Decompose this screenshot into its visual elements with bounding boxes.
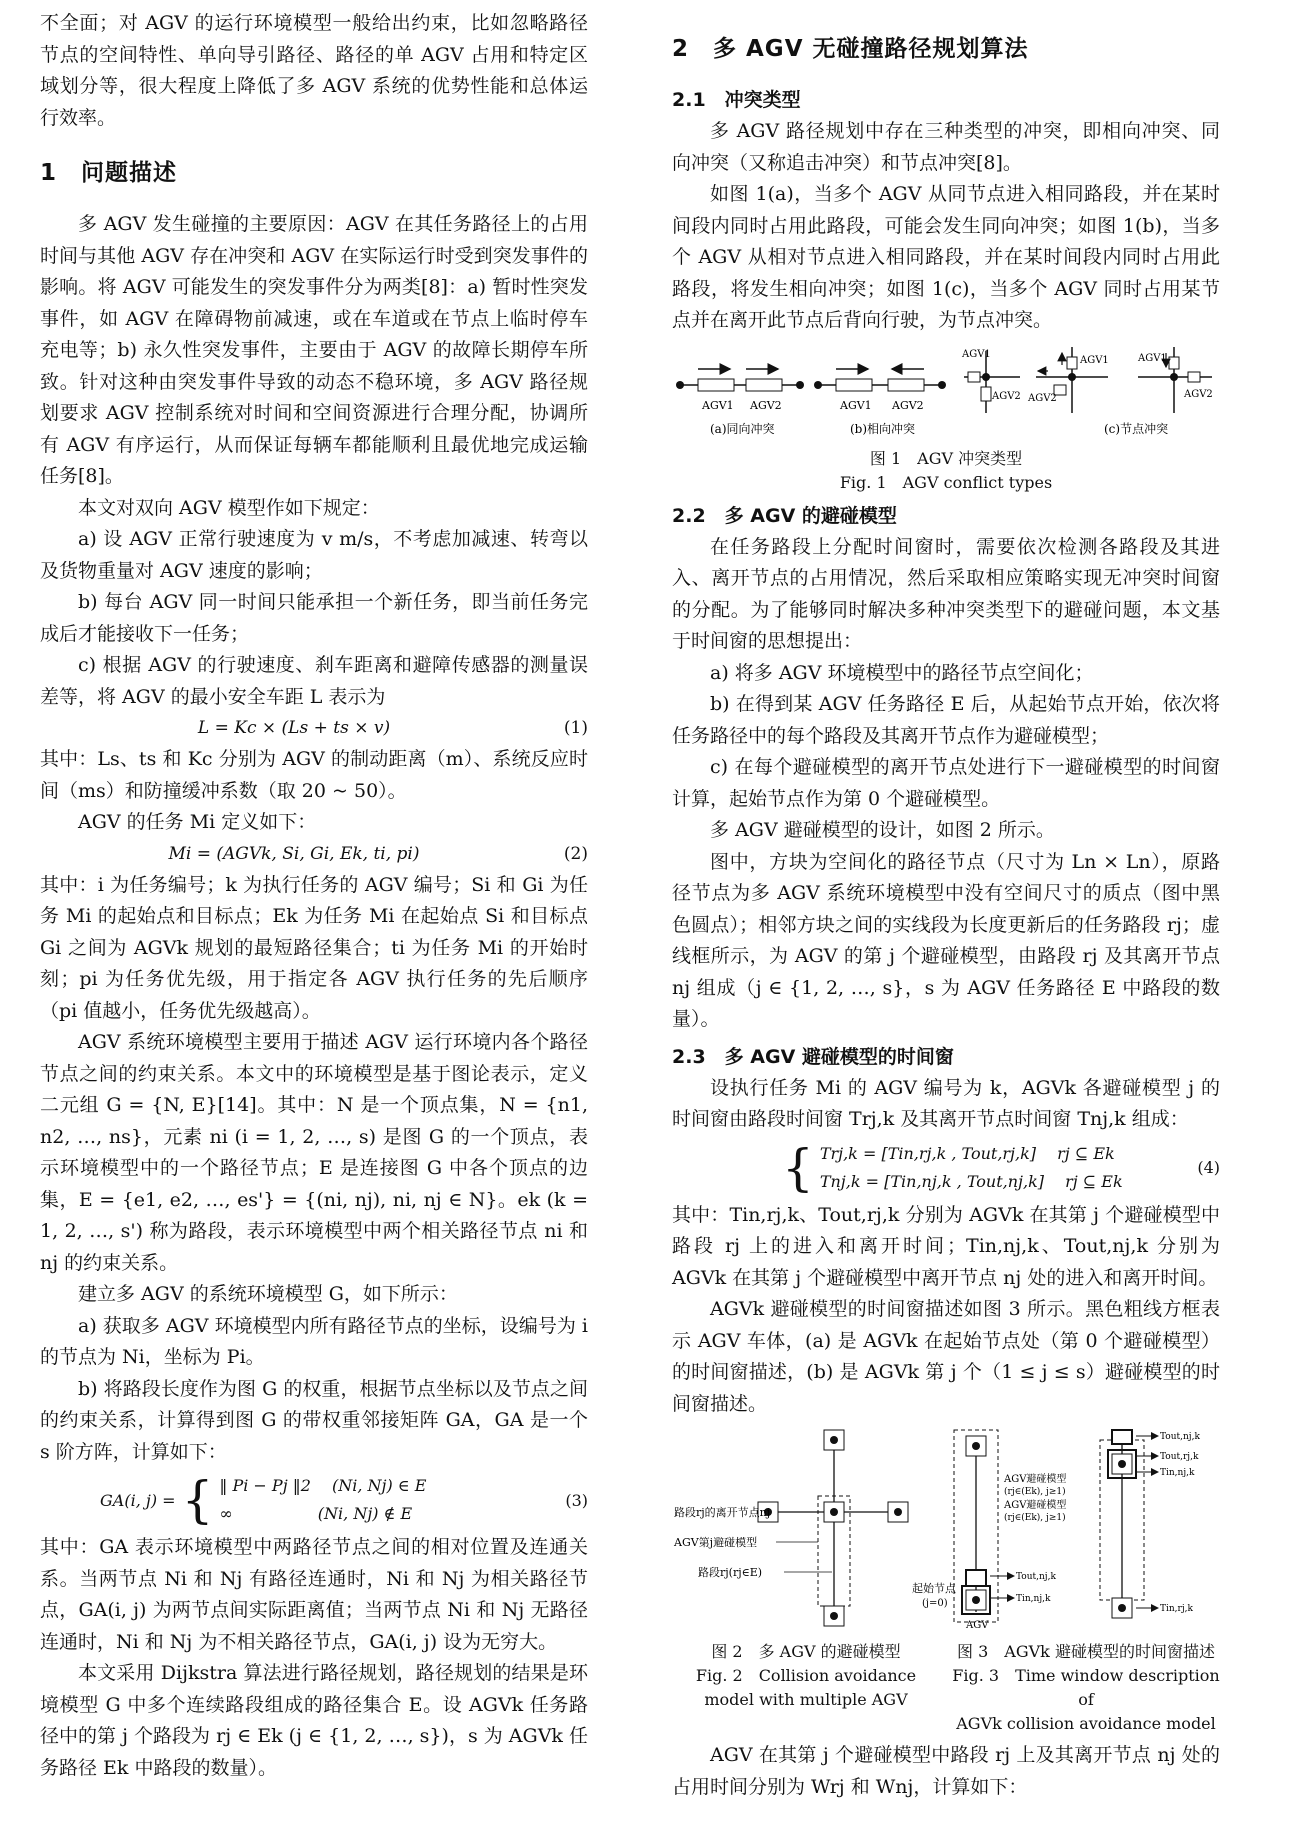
figure-caption: 图 2 多 AGV 的避碰模型 — [711, 1642, 901, 1661]
figure-caption: 图 3 AGVk 避碰模型的时间窗描述 — [957, 1642, 1215, 1661]
diagram-label: AGV — [966, 1620, 989, 1631]
paragraph: b) 每台 AGV 同一时间只能承担一个新任务，即当前任务完成后才能接收下一任务； — [40, 591, 588, 645]
paragraph: a) 获取多 AGV 环境模型内所有路径节点的坐标，设编号为 i 的节点为 Ni，坐标为 Pi。 — [40, 1314, 588, 1368]
equation-row: Trj,k = [Tin,rj,k , Tout,rj,k] rj ⊆ Ek — [819, 1143, 1115, 1163]
diagram-label: Tout,nj,k — [1160, 1432, 1200, 1442]
paragraph: 如图 1(a)，当多个 AGV 从同节点进入相同路段，并在某时间段内同时占用此路段，可能会发生同向冲突；如图 1(b)，当多个 AGV 从相对节点进入相同路段，并在某时间段内同时占用此路段，将发生相向冲突；如图 1(c)，当多个 AGV 同时占用某节点并在离开此节点后背向行驶，为节点冲突。 — [672, 183, 1220, 331]
subfigure-label: (a)同向冲突 — [710, 421, 775, 436]
paragraph: 多 AGV 路径规划中存在三种类型的冲突，即相向冲突、同向冲突（又称追击冲突）和节点冲突[8]。 — [672, 120, 1220, 174]
paragraph: 本文采用 Dijkstra 算法进行路径规划，路径规划的结果是环境模型 G 中多个连续路段组成的路径集合 E。设 AGVk 任务路径中的第 j 个路段为 rj ∈ Ek (j ∈ {1, 2, …, s})，s 为 AGVk 任务路径 Ek 中路段的数量）。 — [40, 1662, 588, 1779]
collision-model-diagram — [672, 1426, 940, 1636]
subsection-heading: 2.3 多 AGV 避碰模型的时间窗 — [672, 1045, 954, 1068]
agv-conflict-diagram — [672, 343, 1220, 443]
figure-1 — [672, 343, 1220, 495]
diagram-label: Tout,nj,k — [1016, 1572, 1056, 1582]
subfigure-c — [961, 347, 1213, 436]
subfigure-a — [676, 369, 804, 436]
diagram-label: 路段rj(rj∈E) — [698, 1566, 763, 1579]
figure-caption-en: Fig. 2 Collision avoidance — [695, 1666, 917, 1685]
equation-number: (4) — [1197, 1158, 1220, 1177]
paragraph: b) 在得到某 AGV 任务路径 E 后，从起始节点开始，依次将任务路径中的每个路段及其离开节点作为避碰模型； — [672, 693, 1220, 747]
paragraph: 设执行任务 Mi 的 AGV 编号为 k，AGVk 各避碰模型 j 的时间窗由路段时间窗 Trj,k 及其离开节点时间窗 Tnj,k 组成： — [672, 1076, 1220, 1130]
diagram-label: 起始节点 — [912, 1582, 956, 1595]
equation-row: ∞ (Ni, Nj) ∉ E — [219, 1504, 413, 1523]
paragraph: 多 AGV 发生碰撞的主要原因：AGV 在其任务路径上的占用时间与其他 AGV 存在冲突和 AGV 在实际运行时受到突发事件的影响。将 AGV 可能发生的突发事件分为两类[8]：a) 暂时性突发事件，如 AGV 在障碍物前减速，或在车道或在节点上临时停车充电等；b) 永久性突发事件，主要由于 AGV 的故障长期停车所致。针对这种由突发事件导致的动态不稳环境，多 AGV 路径规划要求 AGV 控制系统对时间和空间资源进行合理分配，协调所有 AGV 有序运行，从而保证每辆车都能顺利且最优地完成运输任务[8]。 — [40, 213, 588, 487]
figure-caption-en: Fig. 3 Time window description of — [952, 1666, 1220, 1709]
agv-label: AGV2 — [992, 390, 1021, 402]
diagram-label: AGV避碰模型 — [1004, 1500, 1067, 1511]
equation-expression: Mi = (AGVk, Si, Gi, Ek, ti, pi) — [168, 843, 420, 864]
diagram-label: AGV避碰模型 — [1004, 1474, 1067, 1485]
paragraph: a) 设 AGV 正常行驶速度为 v m/s，不考虑加减速、转弯以及货物重量对 AGV 速度的影响； — [40, 528, 588, 582]
paragraph: AGV 系统环境模型主要用于描述 AGV 运行环境内各个路径节点之间的约束关系。本文中的环境模型是基于图论表示，定义二元组 G = {N, E}[14]。其中：N 是一个顶点集，N = {n1, n2, …, ns}，元素 ni (i = 1, 2, …, s) 是图 G 的一个顶点，表示环境模型中的一个路径节点；E 是连接图 G 中各个顶点的边集，E = {e1, e2, …, es'} = {(ni, nj), ni, nj ∈ N}。ek (k = 1, 2, …, s') 称为路段，表示环境模型中两个相关路径节点 ni 和 nj 的约束关系。 — [40, 1031, 588, 1274]
paragraph: 其中：Tin,rj,k、Tout,rj,k 分别为 AGVk 在其第 j 个避碰模型中路段 rj 上的进入和离开时间；Tin,nj,k、Tout,nj,k 分别为 AGVk 在其第 j 个避碰模型中离开节点 nj 处的进入和离开时间。 — [672, 1203, 1220, 1289]
diagram-label: (rj∈(Ek), j≥1) — [1004, 1487, 1066, 1497]
figure-3 — [912, 1426, 1220, 1736]
equation-expression: L = Kc × (Ls + ts × v) — [197, 718, 391, 738]
subfigure-label: (c)节点冲突 — [1104, 421, 1169, 436]
diagram-label: Tin,nj,k — [1016, 1594, 1051, 1604]
paragraph: c) 根据 AGV 的行驶速度、刹车距离和避障传感器的测量误差等，将 AGV 的最小安全车距 L 表示为 — [40, 654, 588, 708]
paragraph: 建立多 AGV 的系统环境模型 G，如下所示： — [78, 1283, 458, 1305]
paragraph: 图中，方块为空间化的路径节点（尺寸为 Ln × Ln），原路径节点为多 AGV 系统环境模型中没有空间尺寸的质点（图中黑色圆点）；相邻方块之间的实线段为长度更新后的任务路段 rj；虚线框所示，为 AGV 的第 j 个避碰模型，由路段 rj 及其离开节点 nj 组成（j ∈ {1, 2, …, s}，s 为 AGV 任务路径 E 中路段的数量）。 — [672, 850, 1220, 1030]
time-window-diagram — [912, 1426, 1220, 1636]
agv-label: AGV2 — [892, 398, 924, 412]
equation-4 — [672, 1140, 1220, 1196]
figure-caption-en: Fig. 1 AGV conflict types — [839, 472, 1053, 492]
left-column — [40, 8, 588, 1784]
paragraph: a) 将多 AGV 环境模型中的路径节点空间化； — [710, 661, 1094, 684]
paragraph: b) 将路段长度作为图 G 的权重，根据节点坐标以及节点之间的约束关系，计算得到图 G 的带权重邻接矩阵 GA，GA 是一个 s 阶方阵，计算如下： — [40, 1377, 588, 1463]
subfigure-b — [814, 369, 946, 436]
figure-caption-en: AGVk collision avoidance model — [956, 1714, 1216, 1733]
equation-lhs: GA(i, j) = — [100, 1490, 176, 1510]
paragraph: 不全面；对 AGV 的运行环境模型一般给出约束，比如忽略路径节点的空间特性、单向导引路径、路径的单 AGV 占用和特定区域划分等，很大程度上降低了多 AGV 系统的优势性能和总体运行效率。 — [40, 12, 588, 129]
section-heading: 1 问题描述 — [40, 160, 178, 186]
agv-label: AGV1 — [962, 348, 991, 360]
paragraph: 多 AGV 避碰模型的设计，如图 2 所示。 — [710, 819, 1055, 841]
agv-label: AGV1 — [1080, 354, 1109, 366]
diagram-label: Tout,rj,k — [1160, 1452, 1199, 1462]
equation-number: (1) — [563, 718, 588, 738]
subsection-heading: 2.1 冲突类型 — [672, 89, 801, 111]
equation-1 — [40, 713, 588, 744]
paragraph: AGVk 避碰模型的时间窗描述如图 3 所示。黑色粗线方框表示 AGV 车体，(a) 是 AGVk 在起始节点处（第 0 个避碰模型）的时间窗描述，(b) 是 AGVk 第 j 个（1 ≤ j ≤ s）避碰模型的时间窗描述。 — [672, 1298, 1220, 1415]
diagram-label: 路段rj的离开节点nj — [674, 1506, 771, 1519]
subsection-heading: 2.2 多 AGV 的避碰模型 — [672, 504, 897, 527]
agv-label: AGV2 — [1028, 392, 1057, 404]
diagram-label: (j=0) — [922, 1598, 948, 1609]
equation-2 — [40, 839, 588, 870]
brace: { — [782, 1138, 814, 1197]
agv-label: AGV2 — [750, 398, 782, 412]
diagram-label: (rj∈(Ek), j≥1) — [1004, 1513, 1066, 1523]
agv-label: AGV2 — [1184, 388, 1213, 400]
figure-row — [672, 1426, 1220, 1736]
paragraph: c) 在每个避碰模型的离开节点处进行下一避碰模型的时间窗计算，起始节点作为第 0 个避碰模型。 — [672, 756, 1220, 810]
section-heading: 2 多 AGV 无碰撞路径规划算法 — [672, 36, 1029, 62]
equation-row: ‖ Pi − Pj ‖2 (Ni, Nj) ∈ E — [219, 1476, 427, 1495]
equation-row: Tnj,k = [Tin,nj,k , Tout,nj,k] rj ⊆ Ek — [819, 1171, 1123, 1191]
figure-caption: 图 1 AGV 冲突类型 — [869, 448, 1023, 468]
paragraph: 其中：i 为任务编号；k 为执行任务的 AGV 编号；Si 和 Gi 为任务 Mi 的起始点和目标点；Ek 为任务 Mi 在起始点 Si 和目标点 Gi 之间为 AGVk 规划的最短路径集合；ti 为任务 Mi 的开始时刻；pi 为任务优先级，用于指定各 AGV 执行任务的先后顺序（pi 值越小，任务优先级越高）。 — [40, 873, 588, 1022]
paragraph: AGV 在其第 j 个避碰模型中路段 rj 上及其离开节点 nj 处的占用时间分别为 Wrj 和 Wnj，计算如下： — [672, 1744, 1220, 1798]
right-column — [672, 8, 1220, 1803]
paragraph: 其中：GA 表示环境模型中两路径节点之间的相对位置及连通关系。当两节点 Ni 和 Nj 有路径连通时，Ni 和 Nj 为相关路径节点，GA(i, j) 为两节点间实际距离值；当两节点 Ni 和 Nj 无路径连通时，Ni 和 Nj 为不相关路径节点，GA(i, j) 设为无穷大。 — [40, 1536, 588, 1653]
agv-label: AGV1 — [840, 398, 872, 412]
diagram-label: Tin,rj,k — [1160, 1604, 1193, 1614]
equation-3 — [40, 1472, 588, 1528]
diagram-label: AGV第j避碰模型 — [674, 1536, 758, 1549]
figure-caption-en: model with multiple AGV — [704, 1690, 908, 1709]
paragraph: 其中：Ls、ts 和 Kc 分别为 AGV 的制动距离（m）、系统反应时间（ms）和防撞缓冲系数（取 20 ~ 50）。 — [40, 748, 588, 802]
paragraph: AGV 的任务 Mi 定义如下： — [78, 811, 317, 833]
agv-label: AGV1 — [1138, 352, 1167, 364]
subfigure-label: (b)相向冲突 — [850, 421, 916, 436]
equation-number: (3) — [565, 1490, 588, 1510]
equation-number: (2) — [563, 843, 588, 864]
brace: { — [181, 1471, 214, 1529]
paragraph: 本文对双向 AGV 模型作如下规定： — [78, 496, 380, 519]
paragraph: 在任务路段上分配时间窗时，需要依次检测各路段及其进入、离开节点的占用情况，然后采取相应策略实现无冲突时间窗的分配。为了能够同时解决多种冲突类型下的避碰问题，本文基于时间窗的思想提出： — [672, 535, 1220, 652]
agv-label: AGV1 — [702, 398, 734, 412]
diagram-label: Tin,nj,k — [1160, 1468, 1195, 1478]
figure-2 — [672, 1426, 940, 1736]
